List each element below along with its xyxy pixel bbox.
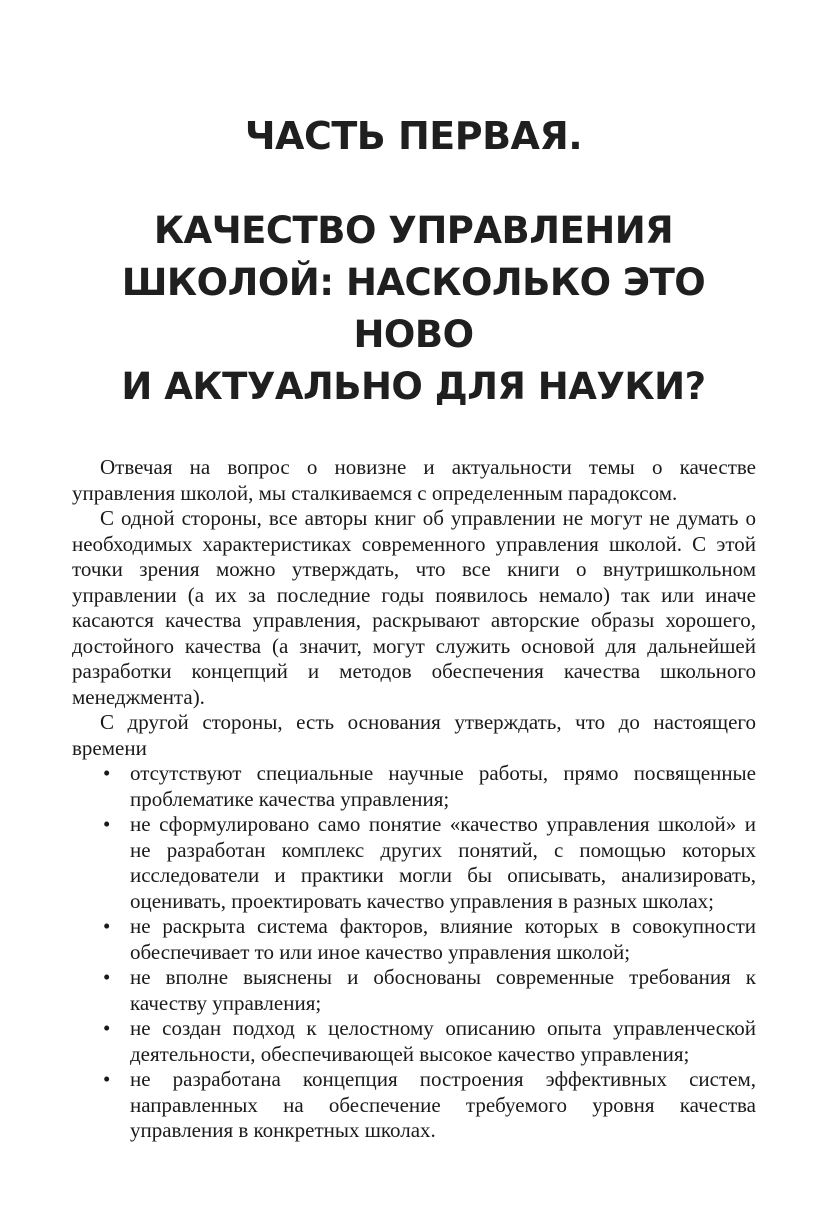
chapter-title: [70, 205, 757, 413]
paragraph-2: С одной стороны, все авторы книг об управлении не могут не думать о необходимых характеристиках современного управления школой. С этой точки зрения можно утверждать, что все книги о внутришкольном управлении (а их за последние годы появилось немало) так или иначе касаются качества управления, раскрывают авторские образы хорошего, достойного качества (а значит, могут служить основой для дальнейшей разработки концепций и методов обеспечения качества школьного менеджмента).: [72, 506, 756, 709]
bullet-item-text: не создан подход к целостному описанию опыта управленческой деятельности, обеспечивающей высокое качество управления;: [130, 1016, 756, 1066]
chapter-title-line-3: И АКТУАЛЬНО ДЛЯ НАУКИ?: [121, 365, 706, 408]
bullet-icon: •: [103, 914, 111, 938]
bullet-item-2: [72, 812, 756, 914]
bullet-item-4: [72, 965, 756, 1016]
bullet-item-text: не сформулировано само понятие «качество управления школой» и не разработан комплекс других понятий, с помощью которых исследователи и практики могли бы описывать, анализировать, оценивать, проектировать качество управления в разных школах;: [130, 812, 756, 913]
bullet-icon: •: [103, 761, 111, 785]
bullet-icon: •: [103, 965, 111, 989]
bullet-icon: •: [103, 1067, 111, 1091]
bullet-item-text: не вполне выяснены и обоснованы современные требования к качеству управления;: [130, 965, 756, 1015]
bullet-item-3: [72, 914, 756, 965]
bullet-item-6: [72, 1067, 756, 1144]
body-text: [72, 455, 756, 1144]
bullet-item-5: [72, 1016, 756, 1067]
part-title: ЧАСТЬ ПЕРВАЯ.: [244, 114, 583, 158]
bullet-item-text: отсутствуют специальные научные работы, прямо посвященные проблематике качества управления;: [130, 761, 756, 811]
paragraph-1: Отвечая на вопрос о новизне и актуальности темы о качестве управления школой, мы сталкиваемся с определенным парадоксом.: [72, 455, 756, 505]
bullet-item-1: [72, 761, 756, 812]
paragraph-3: С другой стороны, есть основания утверждать, что до настоящего времени: [72, 710, 756, 760]
bullet-item-text: не раскрыта система факторов, влияние которых в совокупности обеспечивает то или иное качество управления школой;: [130, 914, 756, 964]
bullet-icon: •: [103, 1016, 111, 1040]
bullet-icon: •: [103, 812, 111, 836]
bullet-list: [72, 761, 756, 1144]
bullet-item-text: не разработана концепция построения эффективных систем, направленных на обеспечение требуемого уровня качества управления в конкретных школах.: [130, 1067, 756, 1142]
chapter-title-line-2: ШКОЛОЙ: НАСКОЛЬКО ЭТО НОВО: [121, 261, 706, 356]
chapter-title-line-1: КАЧЕСТВО УПРАВЛЕНИЯ: [153, 209, 674, 252]
